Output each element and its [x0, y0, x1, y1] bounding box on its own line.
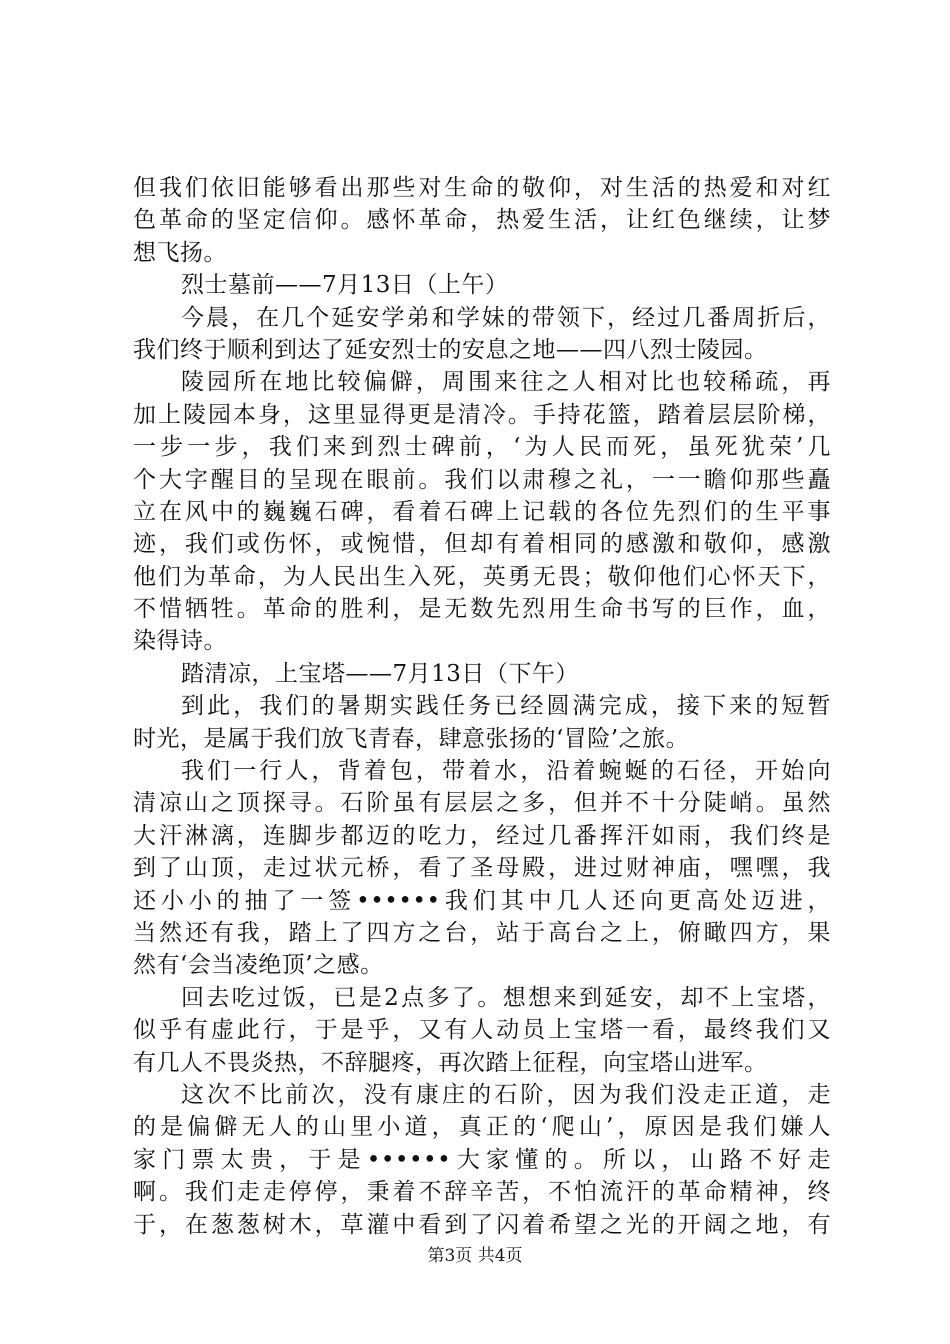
page-footer: 第3页 共4页	[427, 1246, 523, 1266]
text-line: 这次不比前次，没有康庄的石阶，因为我们没走正道，走	[181, 1081, 831, 1108]
text-line: 大汗淋漓，连脚步都迈的吃力，经过几番挥汗如雨，我们终是	[133, 822, 831, 849]
text-line: 似乎有虚此行，于是乎，又有人动员上宝塔一看，最终我们又	[133, 1017, 831, 1044]
text-line: 陵园所在地比较偏僻，周围来往之人相对比也较稀疏，再	[181, 369, 831, 396]
text-line: 一步一步，我们来到烈士碑前，‘为人民而死，虽死犹荣’几	[133, 434, 831, 461]
text-line: 还小小的抽了一签••••••我们其中几人还向更高处迈进，	[133, 887, 831, 914]
text-line: 我们一行人，背着包，带着水，沿着蜿蜒的石径，开始向	[181, 758, 831, 785]
text-line: 染得诗。	[133, 628, 227, 655]
text-line: 于，在葱葱树木，草灌中看到了闪着希望之光的开阔之地，有	[133, 1211, 831, 1238]
text-line: 烈士墓前——7月13日（上午）	[181, 272, 509, 299]
text-line: 啊。我们走走停停，秉着不辞辛苦，不怕流汗的革命精神，终	[133, 1179, 831, 1206]
text-line: 加上陵园本身，这里显得更是清冷。手持花篮，踏着层层阶梯，	[133, 401, 831, 428]
text-line: 色革命的坚定信仰。感怀革命，热爱生活，让红色继续，让梦	[133, 207, 831, 234]
text-line: 个大字醒目的呈现在眼前。我们以肃穆之礼，一一瞻仰那些矗	[133, 466, 831, 493]
text-line: 想飞扬。	[133, 239, 227, 266]
text-line: 到此，我们的暑期实践任务已经圆满完成，接下来的短暂	[181, 693, 831, 720]
text-line: 然有‘会当凌绝顶’之感。	[133, 952, 384, 979]
text-line: 回去吃过饭，已是2点多了。想想来到延安，却不上宝塔，	[181, 984, 831, 1011]
text-line: 立在风中的巍巍石碑，看着石碑上记载的各位先烈们的生平事	[133, 498, 831, 525]
text-line: 不惜牺牲。革命的胜利，是无数先烈用生命书写的巨作，血，	[133, 596, 831, 623]
text-line: 到了山顶，走过状元桥，看了圣母殿，进过财神庙，嘿嘿，我	[133, 855, 831, 882]
text-line: 当然还有我，踏上了四方之台，站于高台之上，俯瞰四方，果	[133, 919, 831, 946]
text-line: 但我们依旧能够看出那些对生命的敬仰，对生活的热爱和对红	[133, 175, 831, 201]
text-line: 我们终于顺利到达了延安烈士的安息之地——四八烈士陵园。	[133, 336, 768, 363]
text-line: 迹，我们或伤怀，或惋惜，但却有着相同的感激和敬仰，感激	[133, 531, 831, 558]
body-text	[133, 172, 831, 1241]
text-line: 家门票太贵，于是••••••大家懂的。所以，山路不好走	[133, 1146, 831, 1173]
text-line: 他们为革命，为人民出生入死，英勇无畏；敬仰他们心怀天下，	[133, 563, 831, 590]
text-line: 时光，是属于我们放飞青春，肆意张扬的‘冒险’之旅。	[133, 725, 690, 752]
text-line: 有几人不畏炎热，不辞腿疼，再次踏上征程，向宝塔山进军。	[133, 1049, 768, 1076]
text-line: 今晨，在几个延安学弟和学妹的带领下，经过几番周折后，	[181, 304, 831, 331]
text-line: 的是偏僻无人的山里小道，真正的‘爬山’，原因是我们嫌人	[133, 1114, 831, 1141]
text-line: 踏清凉，上宝塔——7月13日（下午）	[181, 660, 579, 687]
text-line: 清凉山之顶探寻。石阶虽有层层之多，但并不十分陡峭。虽然	[133, 790, 831, 817]
